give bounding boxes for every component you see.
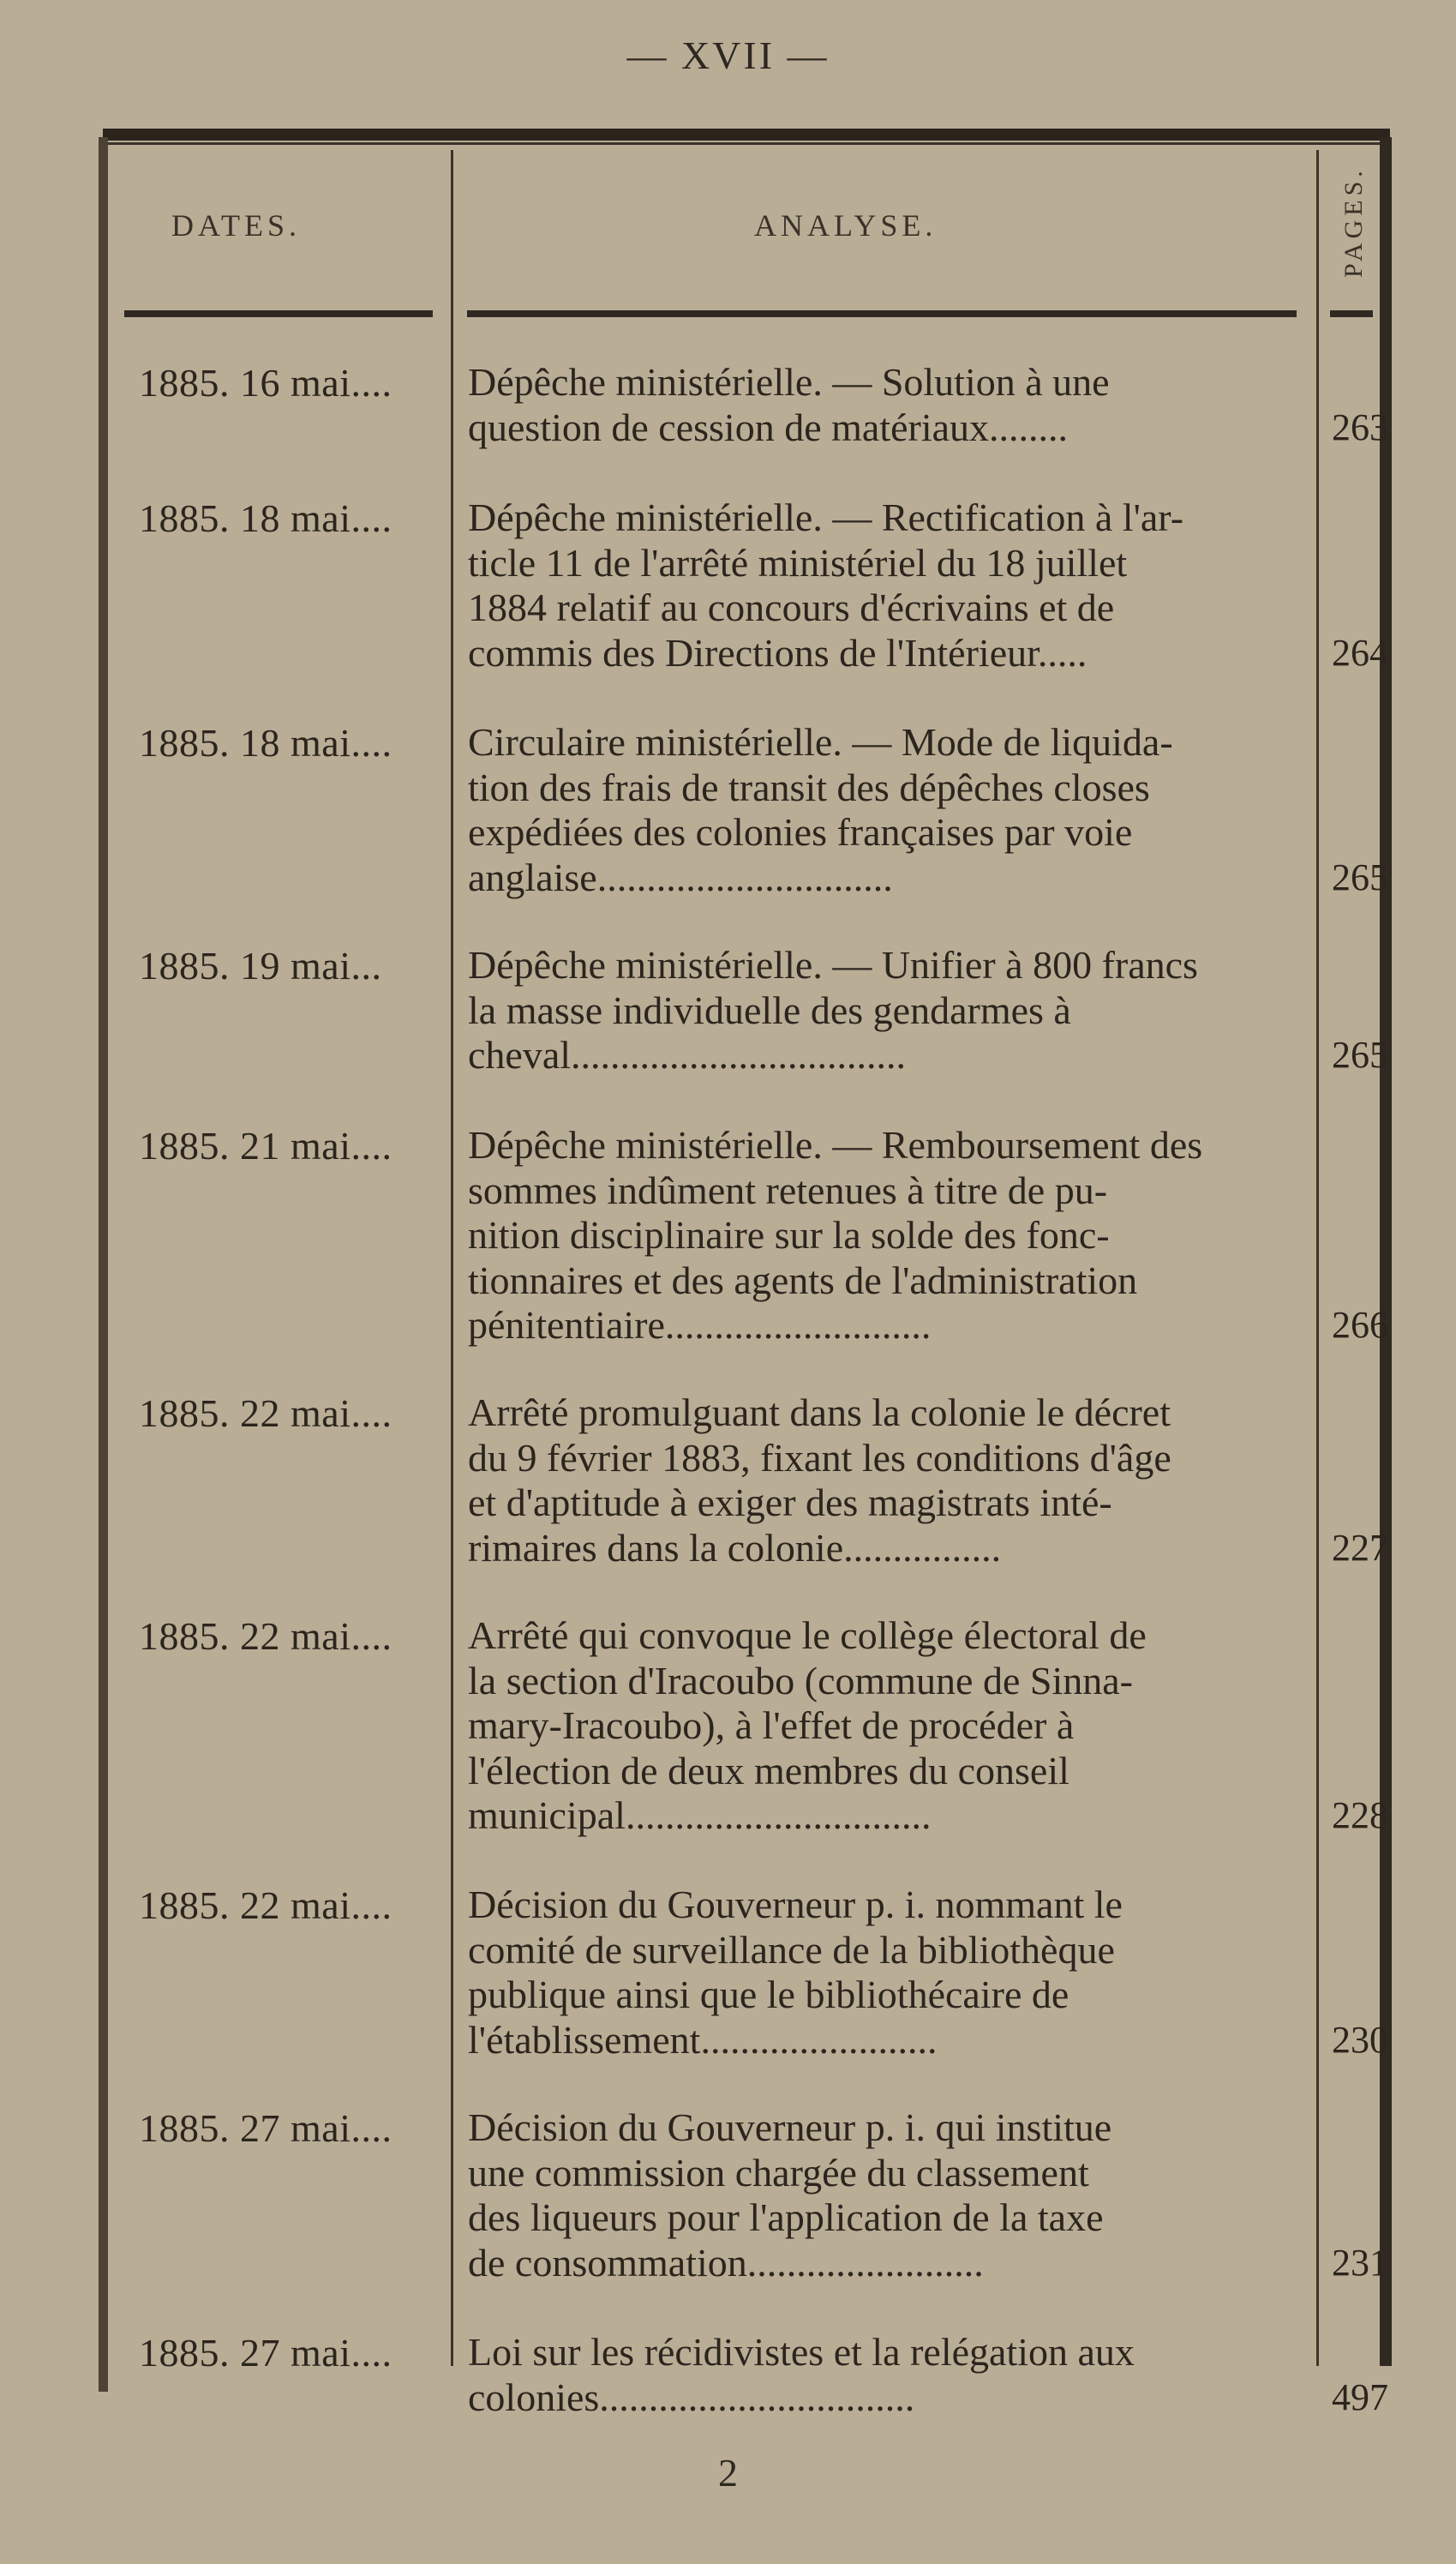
entry-analysis-line: Dépêche ministérielle. — Solution à une xyxy=(468,360,1110,404)
entry-analysis-line: Décision du Gouverneur p. i. nommant le xyxy=(468,1882,1123,1926)
page-header-numeral: — XVII — xyxy=(626,33,830,77)
entry-analysis-line: l'élection de deux membres du conseil xyxy=(468,1748,1070,1792)
entry-analysis xyxy=(468,1390,1297,1570)
entry-analysis-line: tionnaires et des agents de l'administration xyxy=(468,1258,1138,1302)
entry-analysis-line: et d'aptitude à exiger des magistrats inté- xyxy=(468,1480,1112,1524)
entry-analysis xyxy=(468,943,1297,1078)
entry-analysis-line: comité de surveillance de la bibliothèque xyxy=(468,1927,1115,1972)
entry-analysis-line: Dépêche ministérielle. — Remboursement des xyxy=(468,1123,1203,1167)
entry-analysis-line: la masse individuelle des gendarmes à xyxy=(468,988,1071,1032)
entry-analysis-line: pénitentiaire........................... xyxy=(468,1303,932,1347)
entry-analysis-line: publique ainsi que le bibliothécaire de xyxy=(468,1973,1070,2016)
entry-analysis-line: expédiées des colonies françaises par voie xyxy=(468,810,1133,854)
entry-analysis-line: Arrêté qui convoque le collège électoral de xyxy=(468,1613,1147,1657)
entry-date: 1885. 16 mai.... xyxy=(139,361,392,405)
entry-analysis-line: municipal............................... xyxy=(468,1793,932,1837)
entry-analysis-line: tion des frais de transit des dépêches closes xyxy=(468,765,1150,809)
entry-page-number: 497 xyxy=(1332,2375,1388,2418)
signature-mark: 2 xyxy=(718,2451,738,2495)
table-top-border xyxy=(103,129,1390,141)
entry-analysis-line: ticle 11 de l'arrêté ministériel du 18 juillet xyxy=(468,540,1128,585)
entry-analysis-line: anglaise.............................. xyxy=(468,855,893,899)
entry-analysis-line: Dépêche ministérielle. — Unifier à 800 francs xyxy=(468,943,1198,987)
entry-analysis-line: commis des Directions de l'Intérieur..... xyxy=(468,630,1088,675)
entry-date: 1885. 22 mai.... xyxy=(139,1614,392,1658)
entry-analysis-line: 1884 relatif au concours d'écrivains et de xyxy=(468,585,1115,629)
entry-page-number: 263 xyxy=(1332,405,1388,448)
header-rule-dates xyxy=(124,310,433,317)
entry-page-number: 228 xyxy=(1332,1794,1388,1836)
entry-date: 1885. 27 mai.... xyxy=(139,2331,392,2375)
entry-analysis-line: sommes indûment retenues à titre de pu- xyxy=(468,1168,1108,1212)
column-header-dates: DATES. xyxy=(171,208,302,243)
entry-analysis-line: Circulaire ministérielle. — Mode de liquida- xyxy=(468,720,1173,764)
entry-page-number: 227 xyxy=(1332,1526,1388,1569)
entry-analysis-line: Dépêche ministérielle. — Rectification à l'ar- xyxy=(468,495,1184,539)
column-separator-dates xyxy=(451,150,453,2366)
entry-analysis-line: nition disciplinaire sur la solde des fonc- xyxy=(468,1213,1110,1257)
column-separator-pages xyxy=(1316,150,1319,2366)
table-top-border-thin xyxy=(103,142,1390,145)
entry-page-number: 231 xyxy=(1332,2241,1388,2284)
entry-analysis-line: cheval.................................. xyxy=(468,1033,907,1077)
entry-page-number: 264 xyxy=(1332,631,1388,674)
entry-page-number: 265 xyxy=(1332,856,1388,898)
entry-analysis xyxy=(468,2330,1297,2420)
entry-analysis-line: Arrêté promulguant dans la colonie le décret xyxy=(468,1390,1171,1434)
entry-page-number: 266 xyxy=(1332,1304,1388,1346)
column-header-pages: PAGES. xyxy=(1339,166,1368,278)
entry-analysis xyxy=(468,2105,1297,2285)
entry-analysis-line: colonies................................ xyxy=(468,2375,915,2419)
entry-analysis-line: Loi sur les récidivistes et la relégation aux xyxy=(468,2330,1135,2374)
entry-analysis-line: l'établissement........................ xyxy=(468,2017,938,2062)
entry-analysis-line: rimaires dans la colonie................ xyxy=(468,1525,1002,1570)
entry-analysis xyxy=(468,1123,1297,1348)
entry-analysis xyxy=(468,1882,1297,2063)
entry-page-number: 230 xyxy=(1332,2018,1388,2061)
table-left-border xyxy=(99,137,108,2392)
column-header-analyse: ANALYSE. xyxy=(754,208,938,243)
entry-analysis xyxy=(468,720,1297,900)
entry-analysis xyxy=(468,360,1297,450)
entry-analysis-line: question de cession de matériaux........ xyxy=(468,405,1069,449)
entry-date: 1885. 18 mai.... xyxy=(139,721,392,765)
header-rule-pages xyxy=(1330,310,1373,317)
entry-date: 1885. 27 mai.... xyxy=(139,2106,392,2150)
entry-analysis xyxy=(468,1613,1297,1839)
entry-page-number: 265 xyxy=(1332,1034,1388,1076)
entry-date: 1885. 22 mai.... xyxy=(139,1391,392,1435)
header-rule-analyse xyxy=(467,310,1297,317)
entry-date: 1885. 19 mai... xyxy=(139,944,382,988)
entry-date: 1885. 21 mai.... xyxy=(139,1124,392,1168)
entry-analysis-line: du 9 février 1883, fixant les conditions d'âge xyxy=(468,1435,1171,1480)
entry-analysis-line: de consommation........................ xyxy=(468,2240,984,2285)
entry-date: 1885. 18 mai.... xyxy=(139,496,392,540)
entry-analysis xyxy=(468,495,1297,676)
entry-date: 1885. 22 mai.... xyxy=(139,1883,392,1927)
entry-analysis-line: une commission chargée du classement xyxy=(468,2150,1089,2195)
entry-analysis-line: la section d'Iracoubo (commune de Sinna- xyxy=(468,1658,1133,1702)
entry-analysis-line: Décision du Gouverneur p. i. qui institue xyxy=(468,2105,1112,2149)
entry-analysis-line: mary-Iracoubo), à l'effet de procéder à xyxy=(468,1703,1075,1747)
entry-analysis-line: des liqueurs pour l'application de la taxe xyxy=(468,2195,1104,2239)
